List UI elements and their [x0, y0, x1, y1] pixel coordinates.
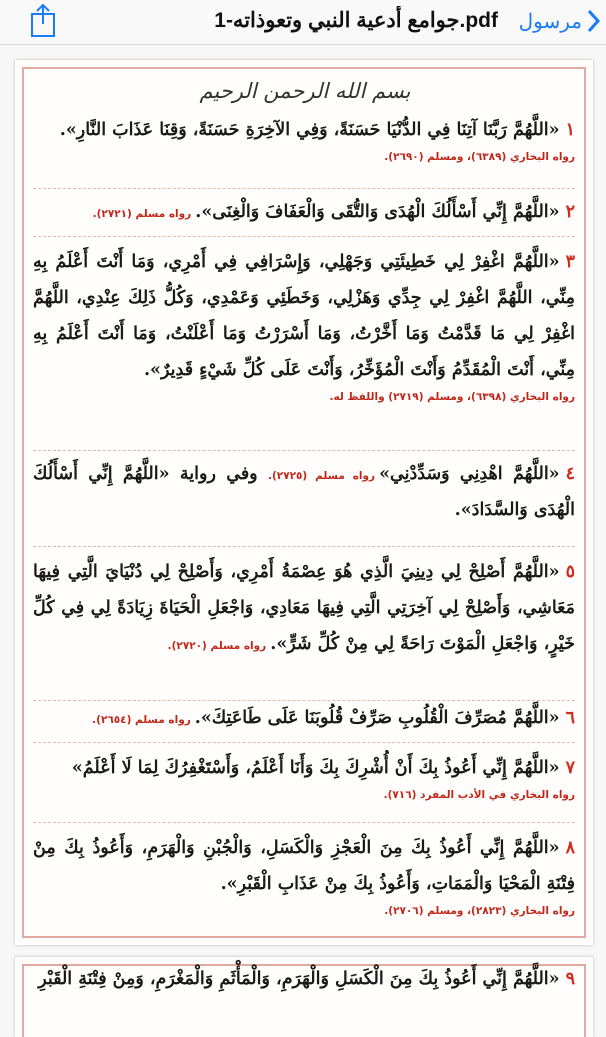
- entry-text: «اللَّهُمَّ مُصَرِّفَ الْقُلُوبِ صَرِّفْ قُلُوبَنَا عَلَى طَاعَتِكَ».: [194, 708, 560, 728]
- separator: [33, 822, 575, 823]
- dua-entry-7: [33, 750, 575, 804]
- dua-entry-1: [33, 112, 575, 166]
- separator: [33, 450, 575, 451]
- entry-number: ٨: [565, 838, 575, 858]
- entry-source: رواه مسلم (٢٧٢٠).: [167, 640, 267, 652]
- entry-number: ٧: [565, 758, 575, 778]
- document-title: جوامع أدعية النبي وتعوذاته-1.pdf: [214, 9, 498, 32]
- entry-source: رواه البخاري (٦٣٨٩)، ومسلم (٢٦٩٠).: [384, 151, 575, 163]
- dua-entry-5: [33, 554, 575, 662]
- entry-source: رواه البخاري (٦٣٩٨)، ومسلم (٢٧١٩) واللفظ له.: [329, 391, 575, 403]
- entry-number: ٥: [565, 562, 575, 582]
- dua-entry-9: [33, 961, 575, 997]
- share-icon[interactable]: [28, 2, 58, 38]
- entry-text: «اللَّهُمَّ أَصْلِحْ لِي دِينِيَ الَّذِي هُوَ عِصْمَةُ أَمْرِي، وَأَصْلِحْ لِي دُنْيَايَ الَّتِي فِيهَا مَعَاشِي، وَأَصْلِحْ لِي آخِرَتِي الَّتِي فِيهَا مَعَادِي، وَاجْعَلِ الْحَيَاةَ زِيَادَةً لِي فِي كُلِّ خَيْرٍ، وَاجْعَلِ الْمَوْتَ رَاحَةً لِي مِنْ كُلِّ شَرٍّ».: [33, 562, 575, 654]
- entry-text: «اللَّهُمَّ اهْدِنِي وَسَدِّدْنِي»: [379, 464, 560, 484]
- entry-text: «اللَّهُمَّ إِنِّي أَعُوذُ بِكَ مِنَ الْكَسَلِ وَالْهَرَمِ، وَالْمَأْثَمِ وَالْمَغْرَمِ، وَمِنْ فِتْنَةِ الْقَبْرِ: [38, 969, 560, 989]
- entry-number: ٦: [565, 708, 575, 728]
- entry-text: «اللَّهُمَّ إِنِّي أَسْأَلُكَ الْهُدَى وَالتُّقَى وَالْعَفَافَ وَالْغِنَى».: [195, 202, 560, 222]
- entry-text-alt: وفي رواية «اللَّهُمَّ إِنِّي أَسْأَلُكَ الْهُدَى وَالسَّدَادَ».: [33, 464, 575, 520]
- back-label: مرسول: [518, 10, 582, 33]
- entry-text: «اللَّهُمَّ رَبَّنَا آتِنَا فِي الدُّنْيَا حَسَنَةً، وَفِي الآخِرَةِ حَسَنَةً، وَقِنَا عَذَابَ النَّارِ».: [59, 120, 560, 140]
- entry-source: رواه البخاري في الأدب المفرد (٧١٦).: [383, 789, 575, 801]
- separator: [33, 188, 575, 189]
- entry-source: رواه البخاري (٢٨٢٣)، ومسلم (٢٧٠٦).: [384, 905, 575, 917]
- dua-entry-2: [33, 194, 575, 230]
- entry-source: رواه مسلم (٢٦٥٤).: [92, 714, 191, 726]
- entry-source: رواه مسلم (٢٧٢١).: [92, 208, 192, 220]
- pdf-page: [15, 60, 593, 945]
- entry-text: «اللَّهُمَّ إِنِّي أَعُوذُ بِكَ مِنَ الْعَجْزِ وَالْكَسَلِ، وَالْجُبْنِ وَالْهَرَمِ، وَأَعُوذُ بِكَ مِنْ فِتْنَةِ الْمَحْيَا وَالْمَمَاتِ، وَأَعُوذُ بِكَ مِنْ عَذَابِ الْقَبْرِ».: [33, 838, 575, 894]
- chevron-right-icon: [586, 9, 600, 33]
- top-bar: [0, 0, 606, 45]
- separator: [33, 236, 575, 237]
- dua-entry-4: [33, 456, 575, 528]
- entry-source: رواه مسلم (٢٧٢٥).: [267, 470, 376, 482]
- separator: [33, 742, 575, 743]
- entry-text: «اللَّهُمَّ اغْفِرْ لِي خَطِيئَتِي وَجَهْلِي، وَإِسْرَافِي فِي أَمْرِي، وَمَا أَنْتَ أَعْلَمُ بِهِ مِنِّي، اللَّهُمَّ اغْفِرْ لِي جِدِّي وَهَزْلِي، وَخَطَئِي وَعَمْدِي، وَكُلُّ ذَلِكَ عِنْدِي، اللَّهُمَّ اغْفِرْ لِي مَا قَدَّمْتُ وَمَا أَخَّرْتُ، وَمَا أَسْرَرْتُ وَمَا أَعْلَنْتُ، وَمَا أَنْتَ أَعْلَمُ بِهِ مِنِّي، أَنْتَ الْمُقَدِّمُ وَأَنْتَ الْمُؤَخِّرُ، وَأَنْتَ عَلَى كُلِّ شَيْءٍ قَدِيرٌ».: [33, 252, 575, 380]
- pdf-page-2: [15, 957, 593, 1037]
- entry-number: ٩: [565, 969, 575, 989]
- entry-number: ٤: [565, 464, 576, 484]
- entry-text: «اللَّهُمَّ إِنِّي أَعُوذُ بِكَ أَنْ أُشْرِكَ بِكَ وَأَنَا أَعْلَمُ، وَأَسْتَغْفِرُكَ لِمَا لَا أَعْلَمُ»: [71, 758, 560, 778]
- entry-number: ٢: [565, 202, 575, 222]
- basmala-heading: بسم الله الرحمن الرحيم: [199, 79, 411, 103]
- dua-entry-8: [33, 830, 575, 920]
- entry-number: ٣: [565, 252, 575, 272]
- dua-entry-3: [33, 244, 575, 406]
- dua-entry-6: [33, 700, 575, 736]
- back-button[interactable]: [519, 6, 600, 36]
- entry-number: ١: [565, 120, 575, 140]
- separator: [33, 546, 575, 547]
